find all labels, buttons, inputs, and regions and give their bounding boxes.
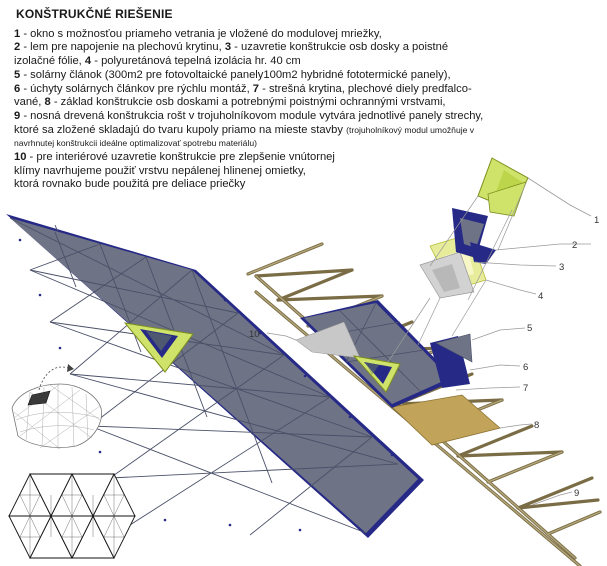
legend-text: - polyuretánová tepelná izolácia hr. 40 cm bbox=[91, 55, 301, 68]
legend-text: - okno s možnosťou priameho vetrania je vložené do modulovej mriežky, bbox=[20, 27, 382, 40]
legend-text: - nosná drevená konštrukcia rošt v trojuholníkovom module vytvára jednotlivé panely strechy, bbox=[20, 109, 484, 122]
callout-8: 8 bbox=[534, 420, 540, 431]
legend-number: 1 bbox=[14, 27, 21, 40]
callout-9: 9 bbox=[574, 488, 580, 499]
callout-4: 4 bbox=[538, 291, 544, 302]
legend-text: (trojuholníkový modul umožňuje v bbox=[346, 124, 475, 135]
dome-diagram bbox=[12, 364, 102, 449]
legend-number: 2 bbox=[14, 41, 21, 54]
legend-number: 9 bbox=[14, 109, 21, 122]
legend-number: 5 bbox=[14, 68, 21, 81]
legend-number: 8 bbox=[44, 96, 51, 109]
callout-3: 3 bbox=[559, 262, 565, 273]
legend-text: - lem pre napojenie na plechovú krytinu, bbox=[20, 41, 225, 54]
legend-number: 7 bbox=[252, 82, 260, 95]
legend-text: navrhnutej konštrukcii ideálne optimalizovať spotrebu materiálu) bbox=[14, 138, 258, 149]
legend-text: - strešná krytina, plechové diely predfalco- bbox=[259, 82, 472, 95]
legend-text: - pre interiérové uzavretie konštrukcie pre zlepšenie vnútornej bbox=[26, 151, 335, 164]
callout-2: 2 bbox=[572, 240, 578, 251]
window-module bbox=[478, 158, 528, 216]
legend-number: 4 bbox=[84, 55, 92, 68]
legend-text: izolačné fólie, bbox=[14, 55, 85, 68]
legend-text: - základ konštrukcie osb doskami a potrebnými poistnými ochrannými vrstvami, bbox=[50, 96, 446, 109]
legend-number: 6 bbox=[14, 82, 21, 95]
legend-text: ktorá rovnako bude použitá pre deliace priečky bbox=[14, 178, 246, 191]
legend-text: ktoré sa zložené skladajú do tvaru kupoly priamo na mieste stavby bbox=[14, 123, 347, 136]
legend-text: - úchyty solárnych článkov pre rýchlu montáž, bbox=[20, 82, 253, 95]
callout-6: 6 bbox=[523, 362, 529, 373]
callout-5: 5 bbox=[527, 323, 533, 334]
legend-text: klímy navrhujeme použiť vrstvu nepálenej hlinenej omietky, bbox=[14, 164, 306, 177]
page-title: KONŠTRUKČNÉ RIEŠENIE bbox=[16, 7, 173, 21]
callout-7: 7 bbox=[523, 383, 529, 394]
legend-text: - uzavretie konštrukcie osb dosky a poistné bbox=[231, 41, 449, 54]
legend-text: vané, bbox=[14, 96, 45, 109]
triangle-module-diagram bbox=[9, 474, 135, 558]
legend-text: - solárny článok (300m2 pre fotovoltaické panely100m2 hybridné fototermické panely), bbox=[20, 68, 451, 81]
legend-number: 10 bbox=[14, 151, 27, 164]
callout-1: 1 bbox=[594, 215, 600, 226]
callout-10: 10 bbox=[249, 329, 260, 340]
legend-number: 3 bbox=[224, 41, 232, 54]
